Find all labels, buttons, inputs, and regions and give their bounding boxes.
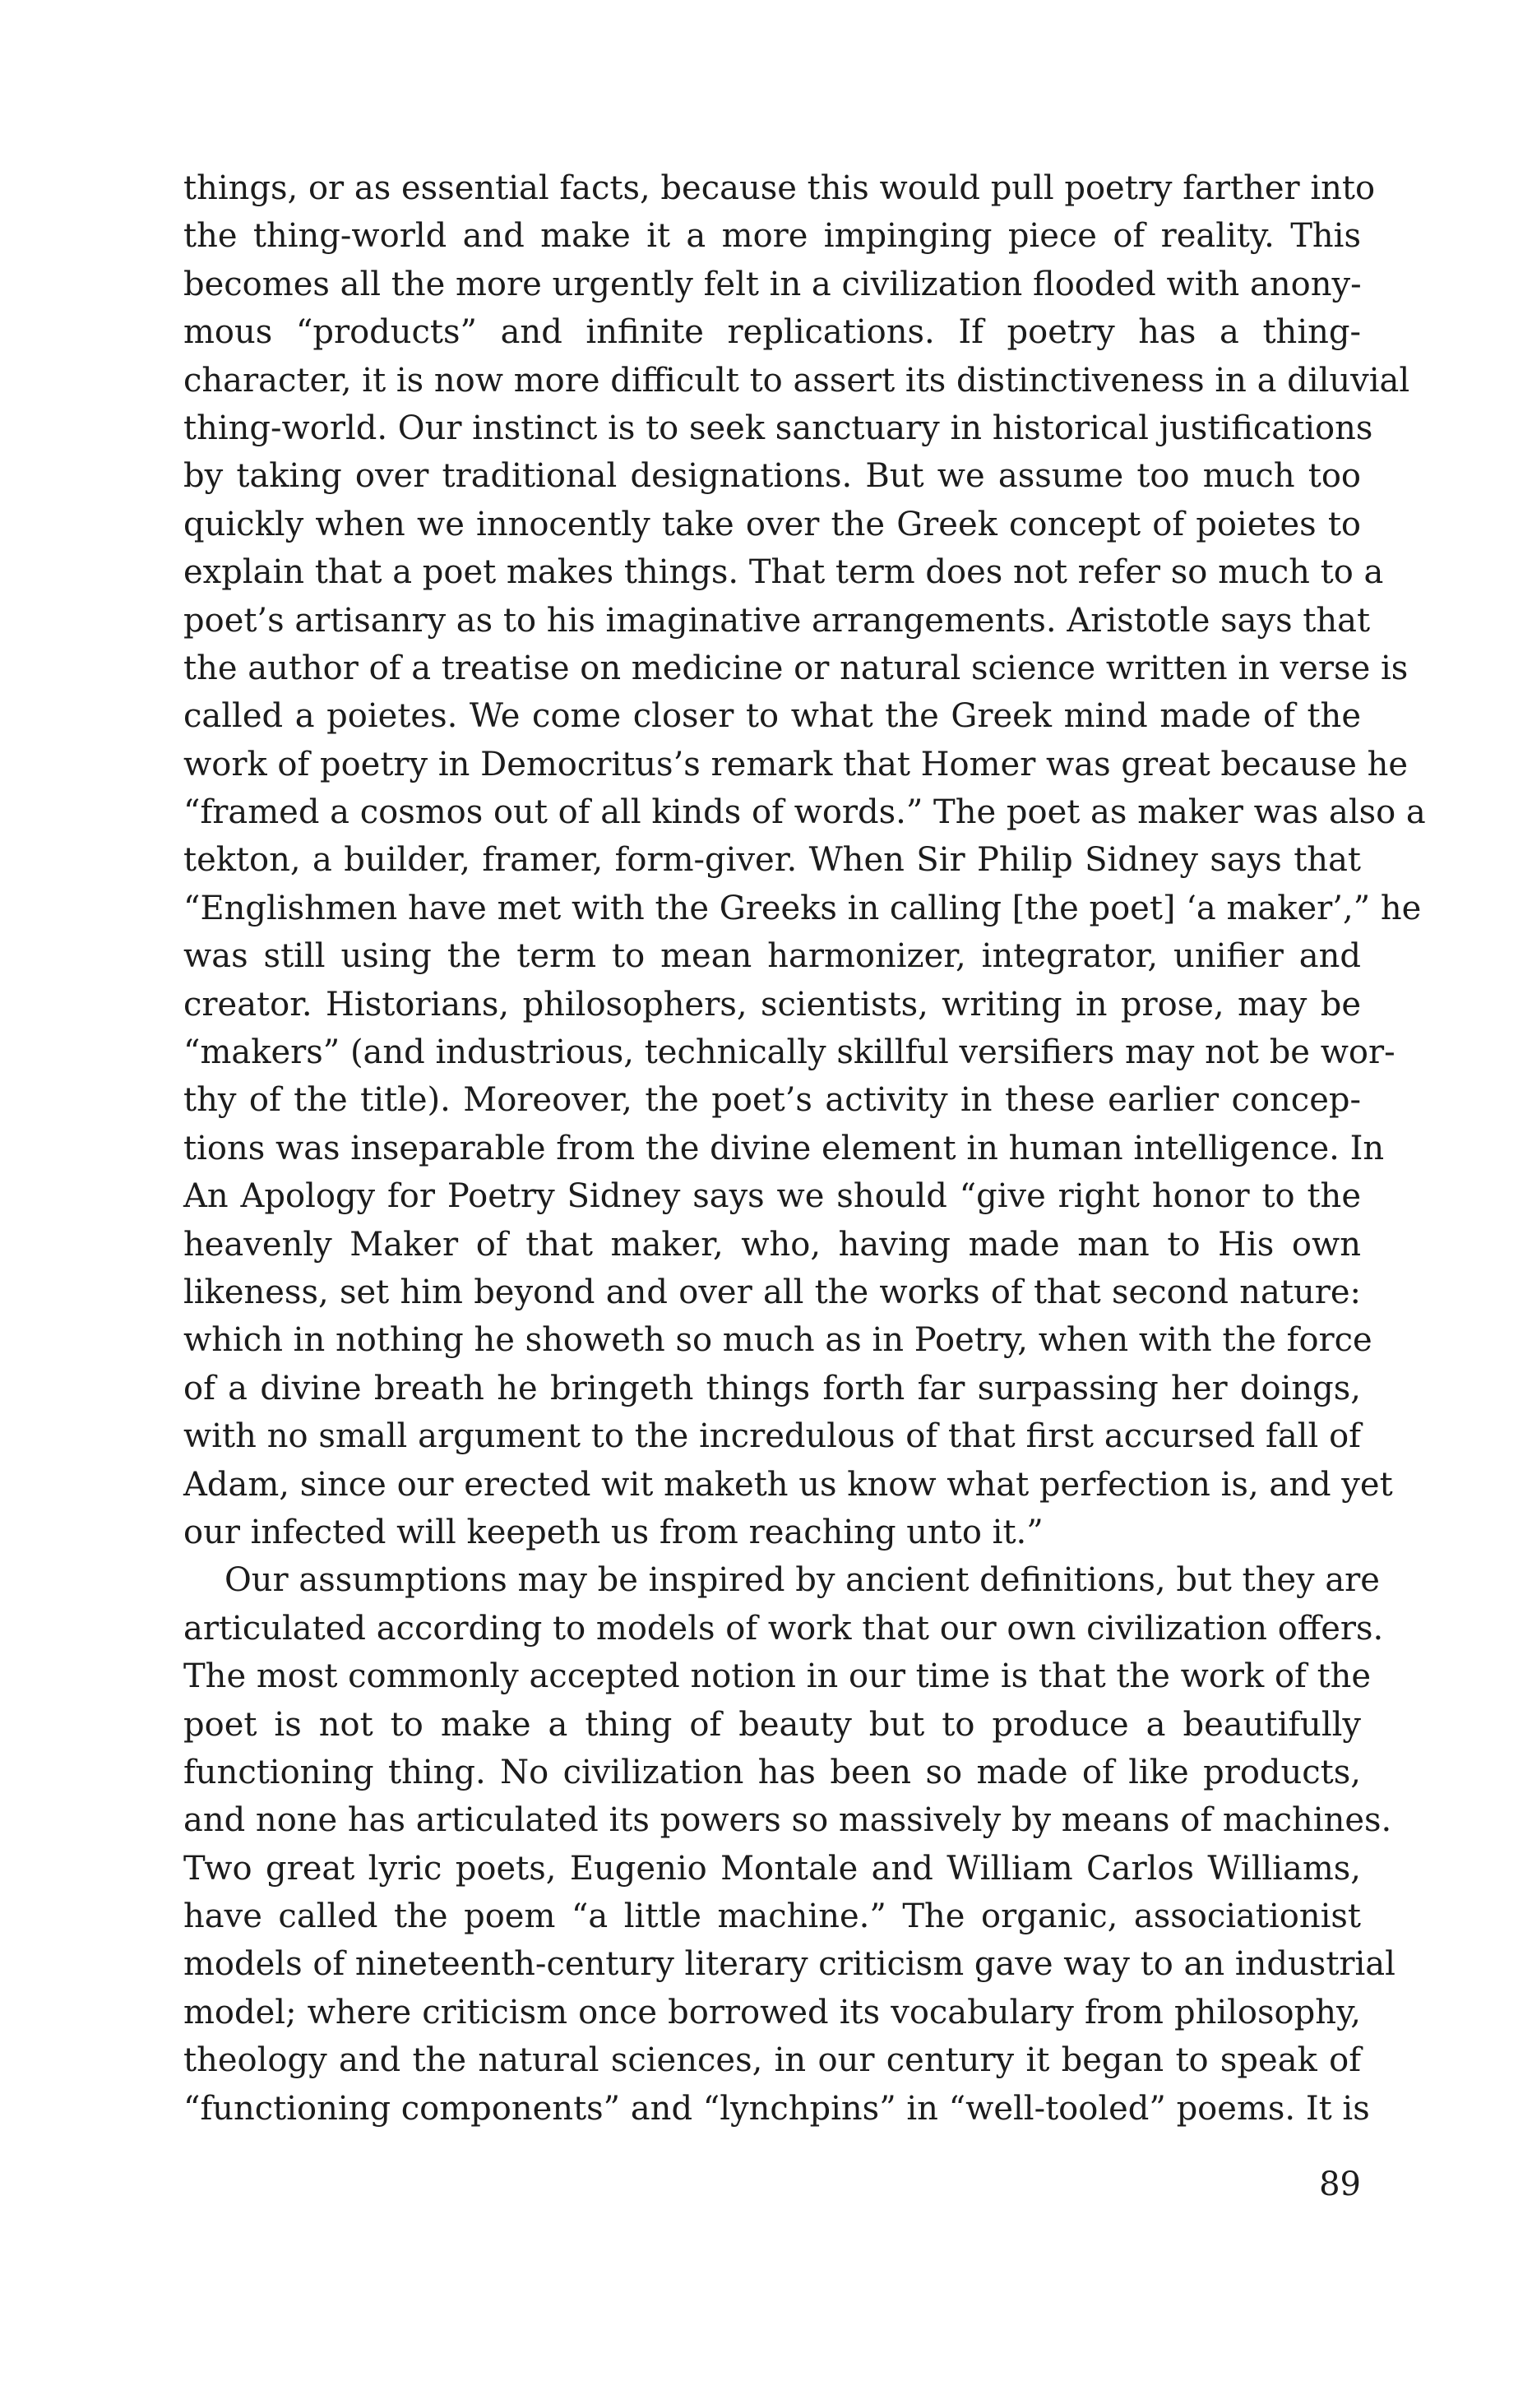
text-line: things, or as essential facts, because this would pull poetry farther into [183, 169, 1376, 207]
text-line: models of nineteenth-century literary criticism gave way to an industrial [183, 1945, 1395, 1984]
text-line: tions was inseparable from the divine element in human intelligence. In [183, 1129, 1385, 1167]
text-line: model; where criticism once borrowed its vocabulary from philosophy, [183, 1993, 1361, 2031]
text-line: have called the poem “a little machine.” The organic, associationist [183, 1897, 1361, 1936]
text-line: by taking over traditional designations. But we assume too much too [183, 457, 1361, 496]
text-line: and none has articulated its powers so massively by means of machines. [183, 1801, 1392, 1840]
text-line: explain that a poet makes things. That term does not refer so much to a [183, 553, 1384, 592]
text-line: with no small argument to the incredulous of that first accursed fall of [183, 1417, 1361, 1456]
body-text [183, 164, 1426, 2133]
text-line: “makers” (and industrious, technically skillful versifiers may not be wor- [183, 1033, 1395, 1072]
text-line: the thing-world and make it a more impinging piece of reality. This [183, 217, 1361, 256]
text-line: “framed a cosmos out of all kinds of words.” The poet as maker was also a [183, 793, 1426, 832]
text-line: thing-world. Our instinct is to seek sanctuary in historical justifications [183, 409, 1373, 447]
text-line: quickly when we innocently take over the Greek concept of poietes to [183, 505, 1361, 543]
text-line: heavenly Maker of that maker, who, having made man to His own [183, 1225, 1361, 1264]
text-line: character, it is now more difficult to assert its distinctiveness in a diluvial [183, 361, 1410, 400]
text-line: The most commonly accepted notion in our time is that the work of the [183, 1657, 1372, 1696]
text-line: functioning thing. No civilization has been so made of like products, [183, 1753, 1361, 1791]
text-line: “Englishmen have met with the Greeks in calling [the poet] ‘a maker’,” he [183, 889, 1422, 927]
text-line: poet is not to make a thing of beauty but to produce a beautifully [183, 1705, 1361, 1744]
text-line: work of poetry in Democritus’s remark that Homer was great because he [183, 745, 1409, 783]
text-line: thy of the title). Moreover, the poet’s activity in these earlier concep- [183, 1081, 1361, 1120]
text-line: creator. Historians, philosophers, scientists, writing in prose, may be [183, 985, 1361, 1024]
text-line: “functioning components” and “lynchpins” in “well-tooled” poems. It is [183, 2089, 1370, 2128]
text-line: was still using the term to mean harmonizer, integrator, unifier and [183, 937, 1361, 976]
text-line: tekton, a builder, framer, form-giver. When Sir Philip Sidney says that [183, 841, 1361, 880]
text-line: Our assumptions may be inspired by ancient definitions, but they are [224, 1561, 1380, 1600]
text-line: articulated according to models of work that our own civilization offers. [183, 1609, 1384, 1648]
text-line: mous “products” and infinite replications. If poetry has a thing- [183, 313, 1361, 352]
text-line: of a divine breath he bringeth things forth far surpassing her doings, [183, 1369, 1361, 1407]
text-line: likeness, set him beyond and over all the works of that second nature: [183, 1273, 1361, 1311]
text-line: becomes all the more urgently felt in a civilization flooded with anony- [183, 265, 1362, 303]
text-line: called a poietes. We come closer to what the Greek mind made of the [183, 697, 1361, 736]
text-line: our infected will keepeth us from reaching unto it.” [183, 1513, 1044, 1551]
text-line: which in nothing he showeth so much as in Poetry, when with the force [183, 1321, 1372, 1360]
page-number: 89 [1319, 2165, 1361, 2203]
text-line: An Apology for Poetry Sidney says we should “give right honor to the [183, 1177, 1361, 1216]
text-line: Two great lyric poets, Eugenio Montale and William Carlos Williams, [183, 1849, 1361, 1888]
text-line: Adam, since our erected wit maketh us know what perfection is, and yet [183, 1465, 1393, 1504]
text-line: poet’s artisanry as to his imaginative arrangements. Aristotle says that [183, 601, 1371, 640]
text-line: theology and the natural sciences, in our century it began to speak of [183, 2041, 1361, 2080]
text-line: the author of a treatise on medicine or natural science written in verse is [183, 649, 1409, 687]
